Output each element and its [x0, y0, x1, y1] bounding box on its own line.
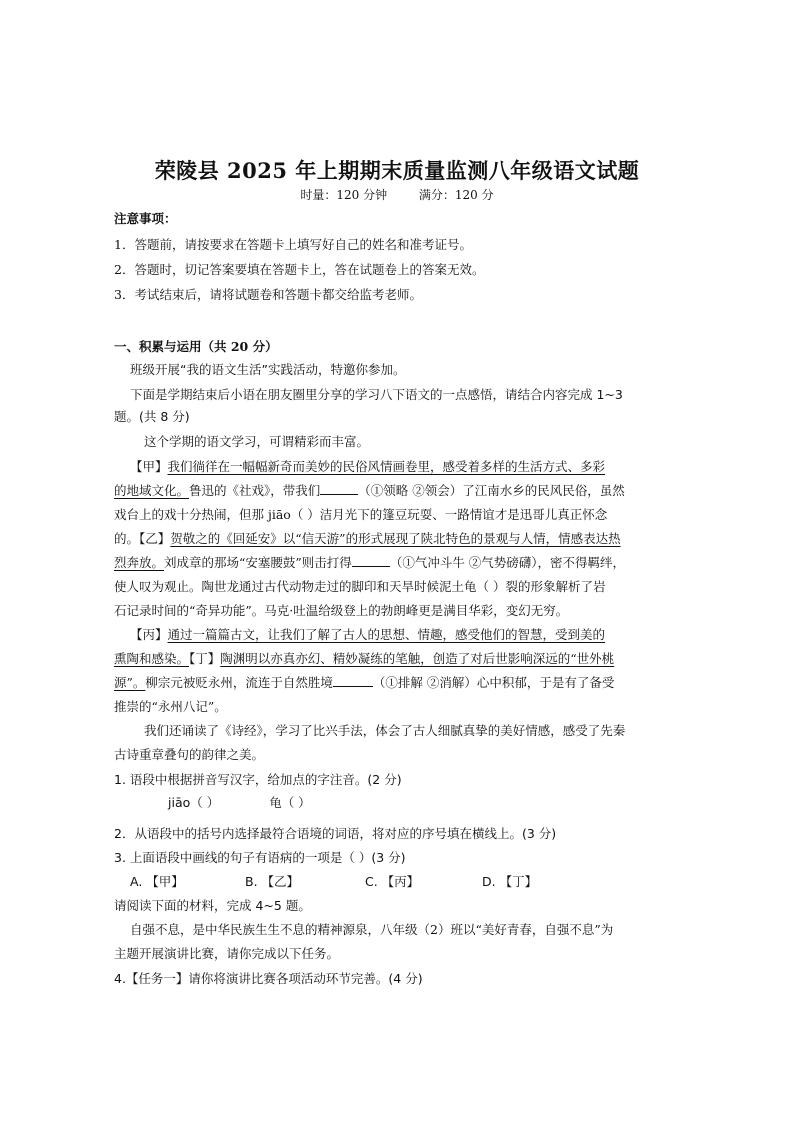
bing-marker: 【丙】	[130, 627, 168, 642]
answer-blank[interactable]	[352, 552, 390, 567]
yi-underlined-sentence: 贺敬之的《回延安》以“信天游”的形式展现了陕北特色的景观与人情，情感表达热	[170, 531, 621, 546]
passage-yi-line1: 的。【乙】贺敬之的《回延安》以“信天游”的形式展现了陕北特色的景观与人情，情感表达热	[114, 531, 621, 546]
option-a[interactable]: A. 【甲】	[130, 874, 184, 889]
question-lead-cont: 题。(共 8 分)	[114, 409, 190, 424]
question-4: 4.【任务一】请你将演讲比赛各项活动环节完善。(4 分)	[114, 971, 423, 986]
passage-yi-line2: 烈奔放。刘成章的那场“安塞腰鼓”则击打得 （①气冲斗牛 ②气势磅礴），密不得羁绊，	[114, 552, 694, 574]
option-d[interactable]: D. 【丁】	[482, 874, 538, 889]
ding-underlined-sentence: 陶渊明以亦真亦幻、精妙凝练的笔触，创造了对后世影响深远的“世外桃	[220, 651, 615, 666]
passage-jia-line1	[130, 456, 694, 478]
passage-opening: 这个学期的语文学习，可谓精彩而丰富。	[144, 434, 370, 449]
passage-bing-line2	[114, 648, 694, 670]
activity-intro: 班级开展“我的语文生活”实践活动，特邀你参加。	[130, 362, 406, 377]
question-3-options	[130, 871, 710, 893]
jia-underlined-sentence-end: 的地域文化。	[114, 483, 190, 498]
passage-jia-line3: 戏台上的戏十分热闹，但那 jiāo（ ）洁月光下的篷豆玩耍、一路情谊才是迅哥儿真正怀念	[114, 507, 608, 522]
passage-ding-line2: 源”。柳宗元被贬永州，流连于自然胜境 （①排解 ②消解）心中积郁，于是有了备受	[114, 672, 694, 694]
exam-meta	[0, 186, 794, 203]
passage-ding-line3: 推崇的“永州八记”。	[114, 699, 227, 714]
notice-item: 2．答题时，切记答案要填在答题卡上，答在试题卷上的答案无效。	[114, 262, 485, 277]
jia-underlined-sentence: 我们徜徉在一幅幅新奇而美妙的民俗风情画卷里，感受着多样的生活方式、多彩	[167, 459, 606, 474]
bing-underlined-sentence-end: 熏陶和感染。	[114, 651, 190, 666]
bing-underlined-sentence: 通过一篇篇古文，让我们了解了古人的思想、情趣，感受他们的智慧，受到美的	[167, 627, 606, 642]
passage-closing: 我们还诵读了《诗经》，学习了比兴手法，体会了古人细腻真挚的美好情感，感受了先秦	[144, 723, 626, 738]
exam-title: 荣陵县 2025 年上期期末质量监测八年级语文试题	[154, 158, 640, 183]
option-b[interactable]: B. 【乙】	[245, 874, 300, 889]
passage-closing-cont: 古诗重章叠句的韵律之美。	[114, 747, 265, 762]
jia-marker: 【甲】	[130, 459, 168, 474]
option-c[interactable]: C. 【丙】	[365, 874, 420, 889]
notice-item: 1．答题前，请按要求在答题卡上填写好自己的姓名和准考证号。	[114, 237, 472, 252]
passage-yi-line4: 石记录时间的“奇异功能”。马克·吐温给级登上的勃朗峰更是满目华彩，变幻无穷。	[114, 603, 569, 618]
question-lead: 下面是学期结束后小语在朋友圈里分享的学习八下语文的一点感悟，请结合内容完成 1~3	[130, 387, 623, 402]
answer-blank[interactable]	[333, 672, 373, 687]
passage-bing-line1	[130, 624, 694, 646]
yi-marker: 【乙】	[139, 531, 171, 546]
ding-marker: 【丁】	[189, 651, 221, 666]
material-line1: 自强不息，是中华民族生生不息的精神源泉，八年级（2）班以“美好青春，自强不息”为	[130, 922, 614, 937]
reading-instruction: 请阅读下面的材料，完成 4~5 题。	[114, 898, 311, 913]
answer-blank[interactable]	[320, 480, 358, 495]
section-heading: 一、积累与运用（共 20 分）	[114, 339, 278, 354]
exam-score: 满分：120 分	[418, 188, 494, 202]
question-1-answers	[168, 792, 568, 814]
passage-yi-line3: 使人叹为观止。陶世龙通过古代动物走过的脚印和天旱时候泥土龟（ ）裂的形象解析了岩	[114, 579, 606, 594]
question-3: 3. 上面语段中画线的句子有语病的一项是（ ）(3 分)	[114, 850, 406, 865]
passage-jia-line2: 的地域文化。鲁迅的《社戏》，带我们 （①领略 ②领会）了江南水乡的民风民俗，虽然	[114, 480, 694, 502]
yi-underlined-sentence-end: 烈奔放。	[114, 555, 165, 570]
notice-item: 3．考试结束后，请将试题卷和答题卡都交给监考老师。	[114, 287, 422, 302]
q1-answer-gui[interactable]: 龟（ ）	[269, 795, 311, 810]
ding-underlined-sentence-end: 源”。	[114, 675, 146, 690]
notice-heading: 注意事项：	[114, 211, 177, 226]
question-2: 2．从语段中的括号内选择最符合语境的词语，将对应的序号填在横线上。(3 分)	[114, 826, 557, 841]
question-1: 1. 语段中根据拼音写汉字，给加点的字注音。(2 分)	[114, 772, 402, 787]
material-line2: 主题开展演讲比赛，请你完成以下任务。	[114, 946, 340, 961]
exam-time: 时量：120 分钟	[300, 188, 388, 202]
q1-answer-jiao[interactable]: jiāo（ ）	[168, 795, 220, 810]
